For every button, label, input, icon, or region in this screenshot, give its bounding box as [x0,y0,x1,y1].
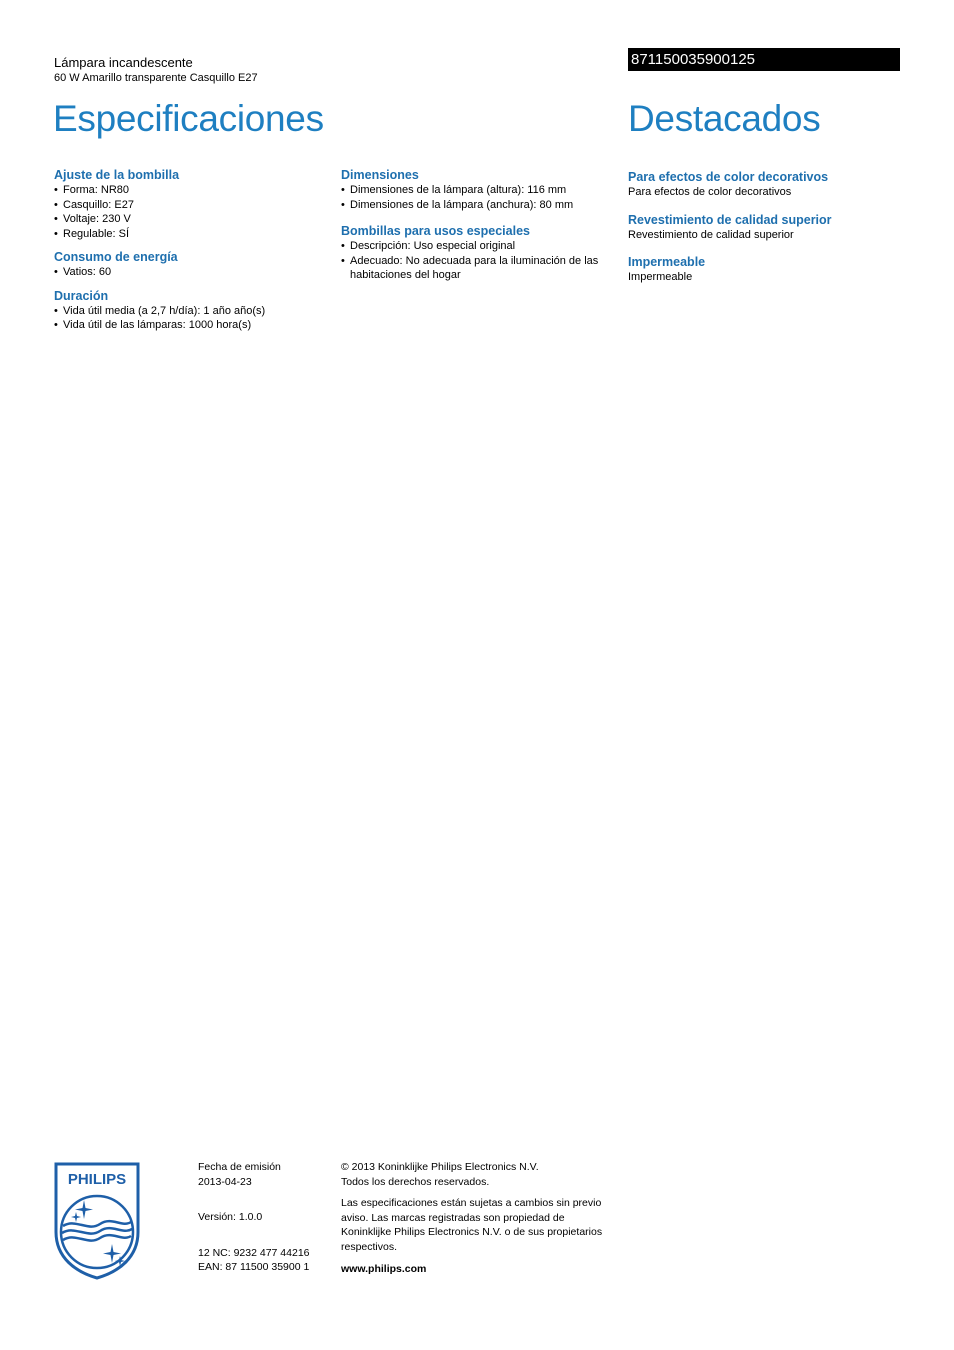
spec-heading: Duración [54,288,109,303]
ean-number: EAN: 87 11500 35900 1 [198,1261,310,1273]
spec-section [341,223,613,283]
specs-title: Especificaciones [53,98,324,139]
highlight-text: Impermeable [628,271,693,283]
spec-item: • Vida útil media (a 2,7 h/día): 1 año año(s) [54,304,324,319]
footer-legal [341,1160,613,1277]
spec-item: • Dimensiones de la lámpara (anchura): 80 mm [341,198,613,213]
philips-shield-logo [54,1162,140,1280]
copyright-line-1: © 2013 Koninklijke Philips Electronics N.V. [341,1161,539,1173]
specs-column-2 [341,167,613,291]
version: Versión: 1.0.0 [198,1211,263,1223]
spec-section [54,288,324,333]
highlights-column [628,169,900,297]
spec-item: • Casquillo: E27 [54,198,324,213]
spec-section [54,167,324,241]
spec-item: • Dimensiones de la lámpara (altura): 116 mm [341,183,613,198]
spec-item: • Vida útil de las lámparas: 1000 hora(s) [54,318,324,333]
disclaimer: Las especificaciones están sujetas a cambios sin previo aviso. Las marcas registradas son propiedad de Koninklijke Philips Electronics N.V. o de sus propietarios respectivos. [341,1197,603,1253]
issue-label: Fecha de emisión [198,1161,281,1173]
issue-date: 2013-04-23 [198,1175,252,1188]
spec-item: • Adecuado: No adecuada para la iluminación de las habitaciones del hogar [341,254,613,283]
nc-number: 12 NC: 9232 477 44216 [198,1246,310,1259]
highlight-text: Revestimiento de calidad superior [628,228,794,241]
spec-item: • Forma: NR80 [54,183,324,198]
product-subtitle: 60 W Amarillo transparente Casquillo E27 [54,72,258,84]
website-link[interactable]: www.philips.com [341,1263,427,1275]
highlight-section [628,169,900,200]
spec-heading: Dimensiones [341,168,419,182]
highlight-heading: Impermeable [628,255,706,269]
spec-item: • Regulable: SÍ [54,227,324,242]
copyright-line-2: Todos los derechos reservados. [341,1175,490,1188]
logo-wordmark: PHILIPS [67,1171,127,1188]
spec-section [54,249,324,280]
spec-item: • Descripción: Uso especial original [341,239,613,254]
footer-issue-info [198,1160,328,1275]
highlight-heading: Para efectos de color decorativos [628,170,829,184]
highlight-section [628,212,900,243]
spec-heading: Ajuste de la bombilla [54,168,180,182]
spec-heading: Consumo de energía [54,250,178,264]
product-code-bar: 871150035900125 [628,48,900,71]
spec-section [341,167,613,212]
spec-item: • Vatios: 60 [54,265,324,280]
highlights-title: Destacados [628,98,821,139]
spec-item: • Voltaje: 230 V [54,212,324,227]
specs-column-1 [54,167,324,341]
product-name: Lámpara incandescente [54,55,193,70]
highlight-heading: Revestimiento de calidad superior [628,212,832,227]
spec-heading: Bombillas para usos especiales [341,224,530,238]
highlight-text: Para efectos de color decorativos [628,186,792,198]
highlight-section [628,254,900,285]
